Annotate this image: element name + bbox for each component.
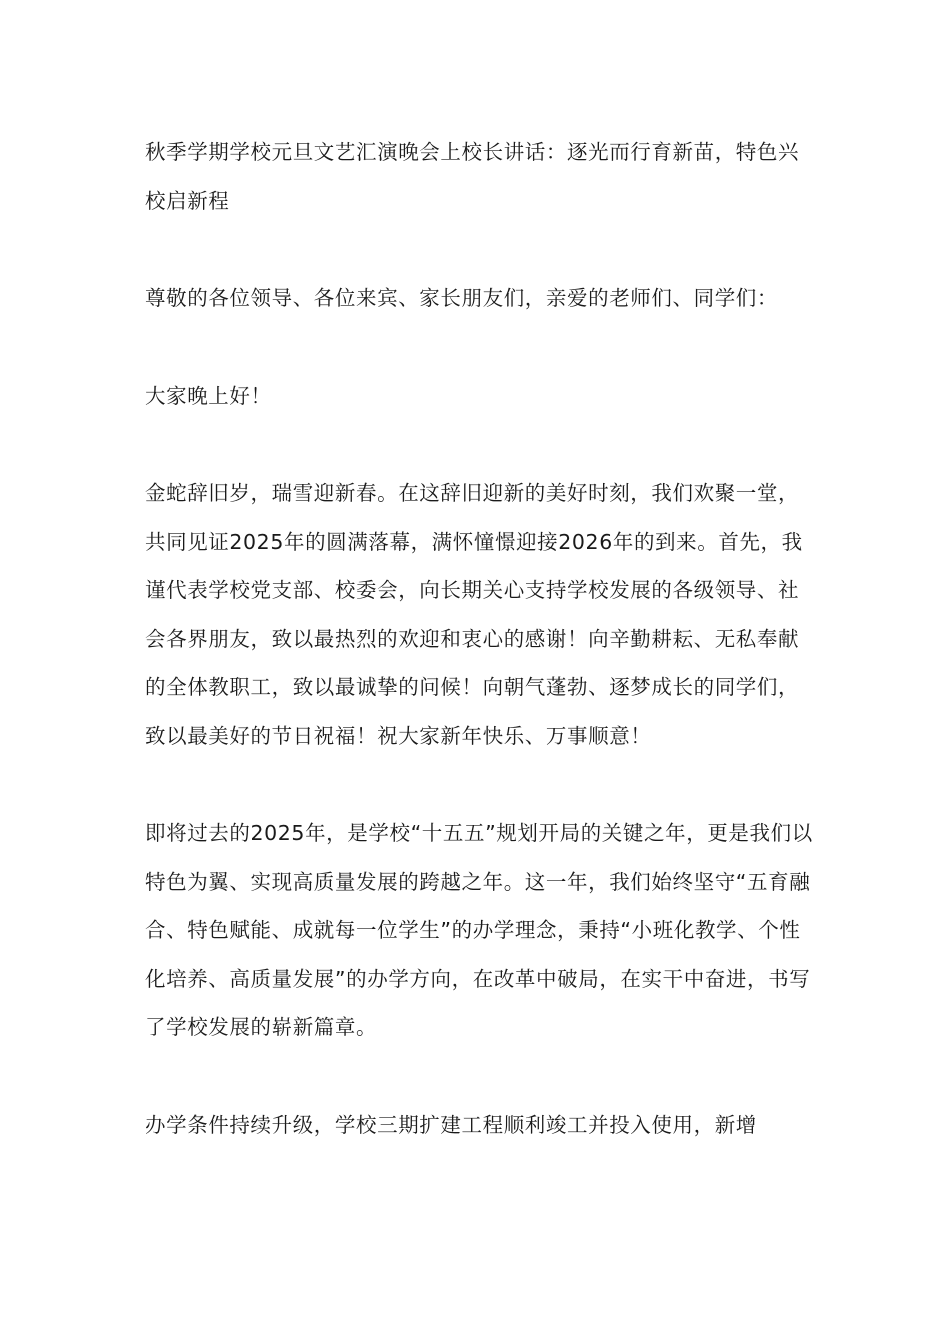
paragraph: 即将过去的2025年，是学校“十五五”规划开局的关键之年，更是我们以特色为翼、实现高质量发展的跨越之年。这一年，我们始终坚守“五育融合、特色赋能、成就每一位学生”的办学理念，秉持“小班化教学、个性化培养、高质量发展”的办学方向，在改革中破局，在实干中奋进，书写了学校发展的崭新篇章。 <box>145 821 813 1039</box>
document-body <box>145 128 817 1198</box>
document-title: 秋季学期学校元旦文艺汇演晚会上校长讲话：逐光而行育新苗，特色兴校启新程 <box>145 140 800 213</box>
paragraph: 办学条件持续升级，学校三期扩建工程顺利竣工并投入使用，新增 <box>145 1112 757 1137</box>
greeting-line: 大家晚上好！ <box>145 383 272 408</box>
salutation: 尊敬的各位领导、各位来宾、家长朋友们，亲爱的老师们、同学们： <box>145 286 778 310</box>
paragraph: 金蛇辞旧岁，瑞雪迎新春。在这辞旧迎新的美好时刻，我们欢聚一堂，共同见证2025年的圆满落幕，满怀憧憬迎接2026年的到来。首先，我谨代表学校党支部、校委会，向长期关心支持学校发展的各级领导、社会各界朋友，致以最热烈的欢迎和衷心的感谢！向辛勤耕耘、无私奉献的全体教职工，致以最诚挚的问候！向朝气蓬勃、逐梦成长的同学们，致以最美好的节日祝福！祝大家新年快乐、万事顺意！ <box>145 481 803 748</box>
